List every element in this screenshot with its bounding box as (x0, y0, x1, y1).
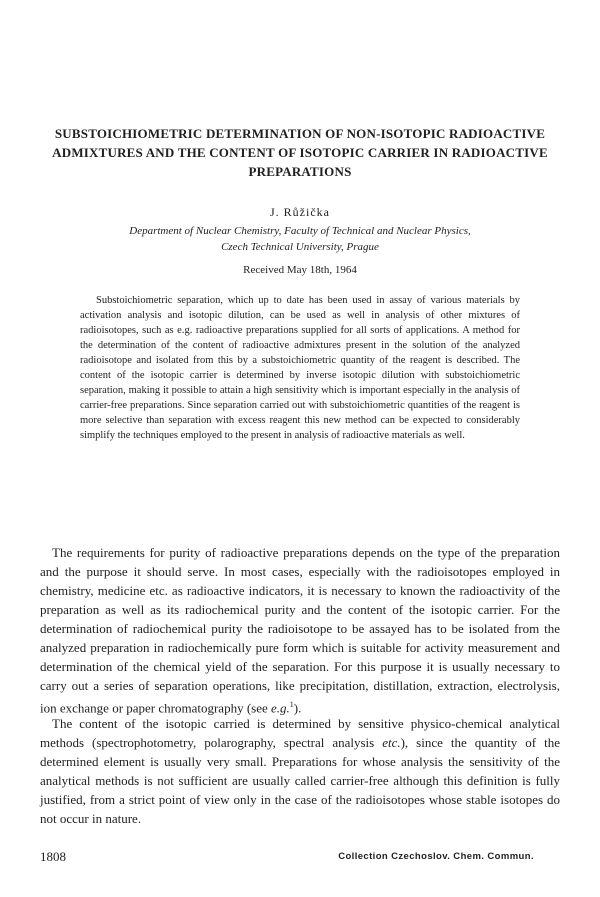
body-paragraph-1 (40, 543, 560, 717)
author-name: J. Růžička (270, 205, 330, 219)
paragraph-2-text-a: The content of the isotopic carried is determined by sensitive physico-chemical analytical methods (spectrophotometry, polarography, spectral analysis (40, 716, 560, 750)
abstract: Substoichiometric separation, which up to date has been used in assay of various materials by activation analysis and isotopic dilution, can be used as well in analysis of other mixtures of radioisotopes, such as e.g. radioactive preparations supplied for all sorts of applications. A method for the determination of the content of radioactive admixtures present in the solution of the analyzed radioisotope and isolated from this by a substoichiometric quantity of the reagent is described. The content of the isotopic carrier is determined by inverse isotopic dilution with substoichiometric separation, making it possible to attain a high sensitivity which is important especially in the analysis of carrier-free preparations. Since separation carried out with substoichiometric quantities of the reagent is more selective than separation with excess reagent this new method can be expected to considerably simplify the techniques employed to the present in analysis of radioactive materials as well. (80, 295, 520, 441)
paragraph-1-text: The requirements for purity of radioactive preparations depends on the type of the preparation and the purpose it should serve. In most cases, especially with the radioisotopes employed in chemistry, medicine etc. as radioactive indicators, it is necessary to known the radioactivity of the preparation as well as its radiochemical purity and the content of the isotopic carrier. For the determination of radiochemical purity the radioisotope to be assayed has to be isolated from the analyzed preparation in radiochemically pure form which is suitable for activity measurement and determination of the chemical yield of the separation. For this purpose it is usually necessary to carry out a series of separation operations, like precipitation, distillation, extraction, electrolysis, ion exchange or paper chromatography (see (40, 545, 560, 716)
paragraph-1-end: ). (293, 700, 302, 716)
affiliation (70, 223, 530, 255)
paragraph-2-etc: etc. (382, 735, 401, 750)
paragraph-1-eg: e.g. (271, 700, 290, 716)
reference-marker: 1 (289, 700, 294, 709)
paper-title: SUBSTOICHIOMETRIC DETERMINATION OF NON-ISOTOPIC RADIOACTIVE ADMIXTURES AND THE CONTENT OF ISOTOPIC CARRIER IN RADIOACTIVE PREPARATIONS (52, 126, 548, 179)
affiliation-line-2: Czech Technical University, Prague (221, 241, 379, 253)
received-date: Received May 18th, 1964 (243, 264, 357, 276)
body-paragraph-2 (40, 714, 560, 828)
page-number: 1808 (40, 849, 66, 864)
affiliation-line-1: Department of Nuclear Chemistry, Faculty of Technical and Nuclear Physics, (129, 225, 471, 237)
paragraph-2-text-b: ), since the quantity of the determined element is usually very small. Preparations for whose analysis the sensitivity of the analytical methods is not sufficient are usually called carrier-free although this definition is fully justified, from a strict point of view only in the case of the radioisotopes whose stable isotopes do not occur in nature. (40, 735, 560, 826)
journal-name: Collection Czechoslov. Chem. Commun. (338, 851, 534, 862)
